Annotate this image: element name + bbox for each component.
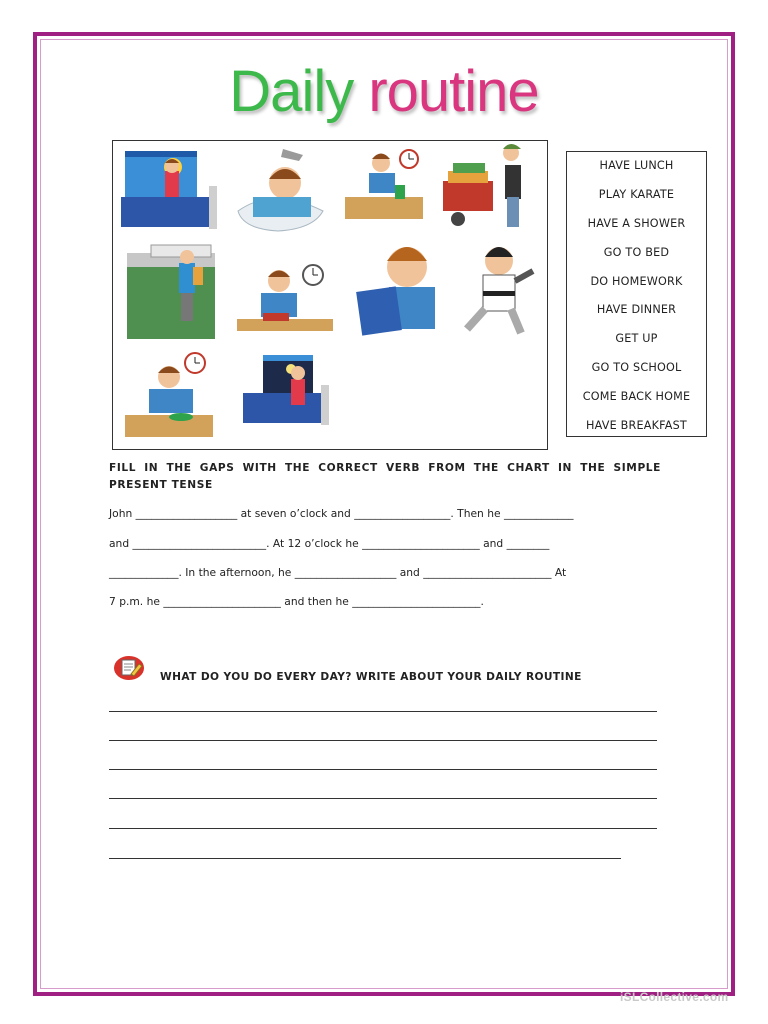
picture-go-to-school (127, 245, 215, 339)
gap-fill-line-2: and _________________________. At 12 o’clock he ______________________ and ________ (109, 537, 550, 550)
gap-fill-line-4: 7 p.m. he ______________________ and then he ________________________. (109, 595, 484, 608)
word-chart-item: HAVE DINNER (596, 303, 677, 317)
picture-have-dinner (237, 265, 333, 331)
writing-line (109, 740, 657, 741)
picture-get-up (121, 151, 217, 229)
picture-go-to-bed (243, 355, 329, 425)
exercise1-instruction: FILL IN THE GAPS WITH THE CORRECT VERB FROM THE CHART IN THE SIMPLE PRESENT TENSE (109, 462, 661, 491)
picture-do-homework-reading (356, 247, 435, 336)
picture-play-karate (467, 247, 533, 333)
writing-pencil-icon (113, 654, 145, 686)
word-chart-item: GET UP (615, 332, 658, 346)
word-chart-item: HAVE LUNCH (599, 159, 674, 172)
word-chart-item: PLAY KARATE (598, 187, 675, 201)
word-chart-item: HAVE A SHOWER (587, 216, 686, 230)
writing-line (109, 858, 621, 859)
gap-fill-line-1: John ___________________ at seven o’clock and __________________. Then he _____________ (109, 507, 574, 520)
writing-line (109, 798, 657, 799)
word-chart (566, 151, 707, 437)
writing-line (109, 828, 657, 829)
picture-have-lunch (345, 150, 423, 219)
word-chart-item: GO TO BED (603, 245, 670, 259)
writing-line (109, 769, 657, 770)
page-title (0, 58, 768, 125)
word-chart-item: DO HOMEWORK (590, 274, 683, 288)
picture-do-homework-books (443, 144, 521, 227)
title-word-daily: Daily (229, 59, 354, 124)
title-word-routine: routine (368, 59, 539, 124)
word-chart-item: GO TO SCHOOL (591, 361, 682, 375)
routine-pictures-panel (112, 140, 548, 450)
exercise2-instruction: WHAT DO YOU DO EVERY DAY? WRITE ABOUT YOUR DAILY ROUTINE (160, 671, 582, 683)
picture-have-breakfast (125, 353, 213, 437)
word-chart-item: COME BACK HOME (582, 390, 691, 404)
word-chart-item: HAVE BREAKFAST (586, 419, 687, 433)
picture-have-a-shower (238, 149, 323, 231)
gap-fill-line-3: _____________. In the afternoon, he ___________________ and ________________________ At (109, 566, 567, 579)
writing-line (109, 711, 657, 712)
watermark: iSLCollective.com (620, 990, 729, 1004)
